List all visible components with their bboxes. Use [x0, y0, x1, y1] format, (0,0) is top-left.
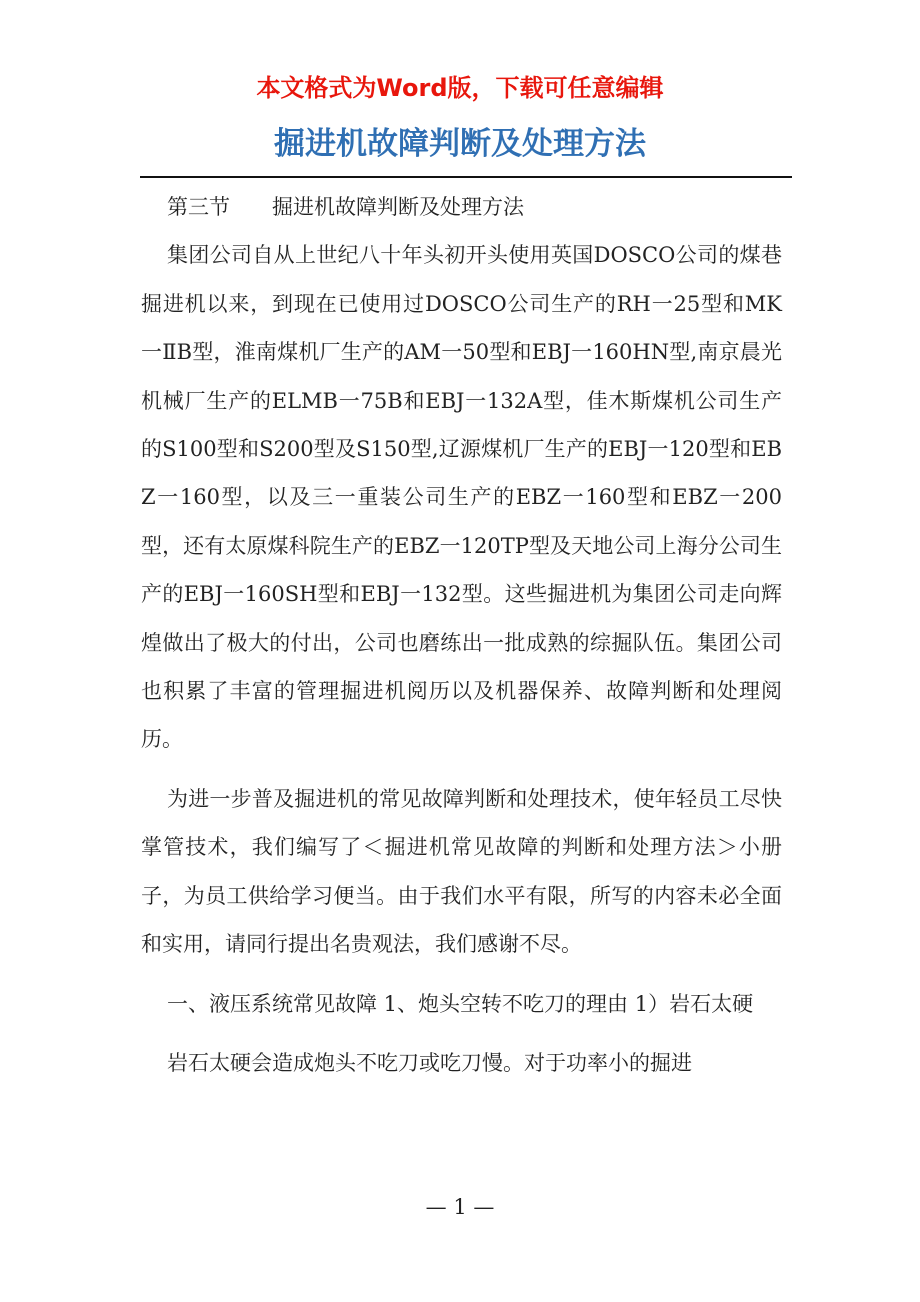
paragraph-hydraulic-faults: 一、液压系统常见故障 1、炮头空转不吃刀的理由 1）岩石太硬 — [167, 991, 754, 1016]
paragraph-purpose: 为进一步普及掘进机的常见故障判断和处理技术，使年轻员工尽快掌管技术，我们编写了＜掘进机常见故障的判断和处理方法＞小册子，为员工供给学习便当。由于我们水平有限，所写的内容未必全面和实用，请同行提出名贵观法，我们感谢不尽。 — [141, 786, 782, 957]
paragraph-intro: 集团公司自从上世纪八十年头初开头使用英国DOSCO公司的煤巷掘进机以来，到现在已使用过DOSCO公司生产的RH一25型和MK一ⅡB型，淮南煤机厂生产的AM一50型和EBJ一160HN型,南京晨光机械厂生产的ELMB一75B和EBJ一132A型，佳木斯煤机公司生产的S100型和S200型及S150型,辽源煤机厂生产的EBJ一120型和EBZ一160型，以及三一重装公司生产的EBZ一160型和EBZ一200型，还有太原煤科院生产的EBZ一120TP型及天地公司上海分公司生产的EBJ一160SH型和EBJ一132型。这些掘进机为集团公司走向辉煌做出了极大的付出，公司也磨练出一批成熟的综掘队伍。集团公司也积累了丰富的管理掘进机阅历以及机器保养、故障判断和处理阅历。 — [141, 243, 782, 752]
title-divider — [140, 176, 792, 178]
paragraph-hard-rock: 岩石太硬会造成炮头不吃刀或吃刀慢。对于功率小的掘进 — [167, 1050, 692, 1075]
document-body — [141, 183, 782, 1087]
page-number: — 1 — — [425, 1195, 495, 1219]
section-heading: 第三节 掘进机故障判断及处理方法 — [167, 195, 524, 219]
document-title: 掘进机故障判断及处理方法 — [274, 126, 646, 162]
format-notice: 本文格式为Word版，下载可任意编辑 — [256, 74, 664, 102]
